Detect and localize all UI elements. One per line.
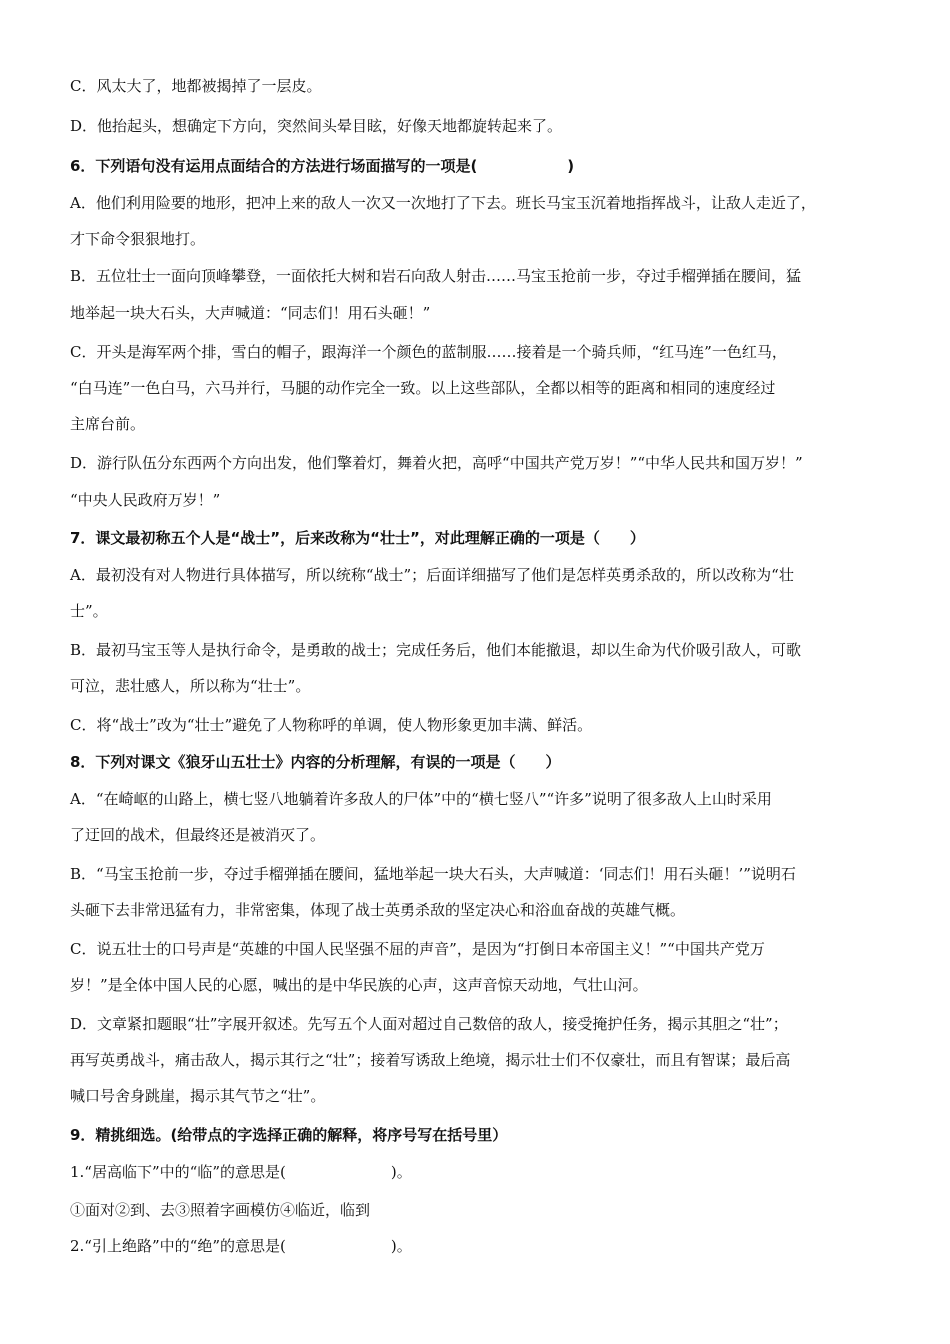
option-c-q7: C．将“战士”改为“壮士”避免了人物称呼的单调，使人物形象更加丰满、鲜活。 bbox=[70, 716, 593, 734]
question-7: 7．课文最初称五个人是“战士”，后来改称为“壮士”，对此理解正确的一项是（ ） bbox=[70, 529, 645, 547]
option-a-q8-cont: 了迂回的战术，但最终还是被消灭了。 bbox=[70, 826, 326, 844]
option-c-q6: C．开头是海军两个排，雪白的帽子，跟海洋一个颜色的蓝制服……接着是一个骑兵师，“红马连”一色红马， bbox=[70, 343, 787, 361]
option-d-q8-cont: 再写英勇战斗，痛击敌人，揭示其行之“壮”；接着写诱敌上绝境，揭示壮士们不仅豪壮，而且有智谋；最后高 bbox=[70, 1051, 791, 1069]
item-9-2: 2.“引上绝路”中的“绝”的意思是( )。 bbox=[70, 1237, 412, 1255]
option-b-q7: B．最初马宝玉等人是执行命令，是勇敢的战士；完成任务后，他们本能撤退，却以生命为代价吸引敌人，可歌 bbox=[70, 641, 802, 659]
option-c-q5: C．风太大了，地都被揭掉了一层皮。 bbox=[70, 77, 322, 95]
option-c-q8: C．说五壮士的口号声是“英雄的中国人民坚强不屈的声音”，是因为“打倒日本帝国主义！”“中国共产党万 bbox=[70, 940, 765, 958]
question-9: 9．精挑细选。(给带点的字选择正确的解释，将序号写在括号里） bbox=[70, 1126, 508, 1144]
option-c-q6-cont: “白马连”一色白马，六马并行，马腿的动作完全一致。以上这些部队，全都以相等的距离和相同的速度经过 bbox=[70, 379, 776, 397]
option-b-q8-cont: 头砸下去非常迅猛有力，非常密集，体现了战士英勇杀敌的坚定决心和浴血奋战的英雄气概。 bbox=[70, 901, 686, 919]
option-d-q6: D．游行队伍分东西两个方向出发，他们擎着灯，舞着火把，高呼“中国共产党万岁！”“中华人民共和国万岁！” bbox=[70, 454, 803, 472]
option-c-q6-cont2: 主席台前。 bbox=[70, 415, 146, 433]
option-d-q5: D．他抬起头，想确定下方向，突然间头晕目眩，好像天地都旋转起来了。 bbox=[70, 117, 563, 135]
option-a-q7: A．最初没有对人物进行具体描写，所以统称“战士”；后面详细描写了他们是怎样英勇杀敌的，所以改称为“壮 bbox=[70, 566, 794, 584]
item-9-1-choices: ①面对②到、去③照着字画模仿④临近，临到 bbox=[70, 1201, 371, 1219]
option-b-q6: B．五位壮士一面向顶峰攀登，一面依托大树和岩石向敌人射击……马宝玉抢前一步，夺过手榴弹插在腰间，猛 bbox=[70, 267, 802, 285]
option-a-q7-cont: 士”。 bbox=[70, 602, 108, 620]
option-b-q8: B．“马宝玉抢前一步，夺过手榴弹插在腰间，猛地举起一块大石头，大声喊道：‘同志们！用石头砸！’”说明石 bbox=[70, 865, 796, 883]
option-d-q8: D．文章紧扣题眼“壮”字展开叙述。先写五个人面对超过自己数倍的敌人，接受掩护任务，揭示其胆之“壮”； bbox=[70, 1015, 788, 1033]
option-d-q6-cont: “中央人民政府万岁！” bbox=[70, 491, 221, 509]
item-9-1: 1.“居高临下”中的“临”的意思是( )。 bbox=[70, 1163, 412, 1181]
option-a-q6: A．他们利用险要的地形，把冲上来的敌人一次又一次地打了下去。班长马宝玉沉着地指挥战斗，让敌人走近了， bbox=[70, 194, 816, 212]
option-d-q8-cont2: 喊口号舍身跳崖，揭示其气节之“壮”。 bbox=[70, 1087, 326, 1105]
option-a-q6-cont: 才下命令狠狠地打。 bbox=[70, 230, 206, 248]
question-8: 8．下列对课文《狼牙山五壮士》内容的分析理解，有误的一项是（ ） bbox=[70, 753, 561, 771]
option-b-q7-cont: 可泣，悲壮感人，所以称为“壮士”。 bbox=[70, 677, 311, 695]
option-c-q8-cont: 岁！”是全体中国人民的心愿，喊出的是中华民族的心声，这声音惊天动地，气壮山河。 bbox=[70, 976, 648, 994]
option-b-q6-cont: 地举起一块大石头，大声喊道：“同志们！用石头砸！” bbox=[70, 304, 431, 322]
question-6: 6．下列语句没有运用点面结合的方法进行场面描写的一项是( ) bbox=[70, 157, 575, 175]
option-a-q8: A．“在崎岖的山路上，横七竖八地躺着许多敌人的尸体”中的“横七竖八”“许多”说明了很多敌人上山时采用 bbox=[70, 790, 772, 808]
